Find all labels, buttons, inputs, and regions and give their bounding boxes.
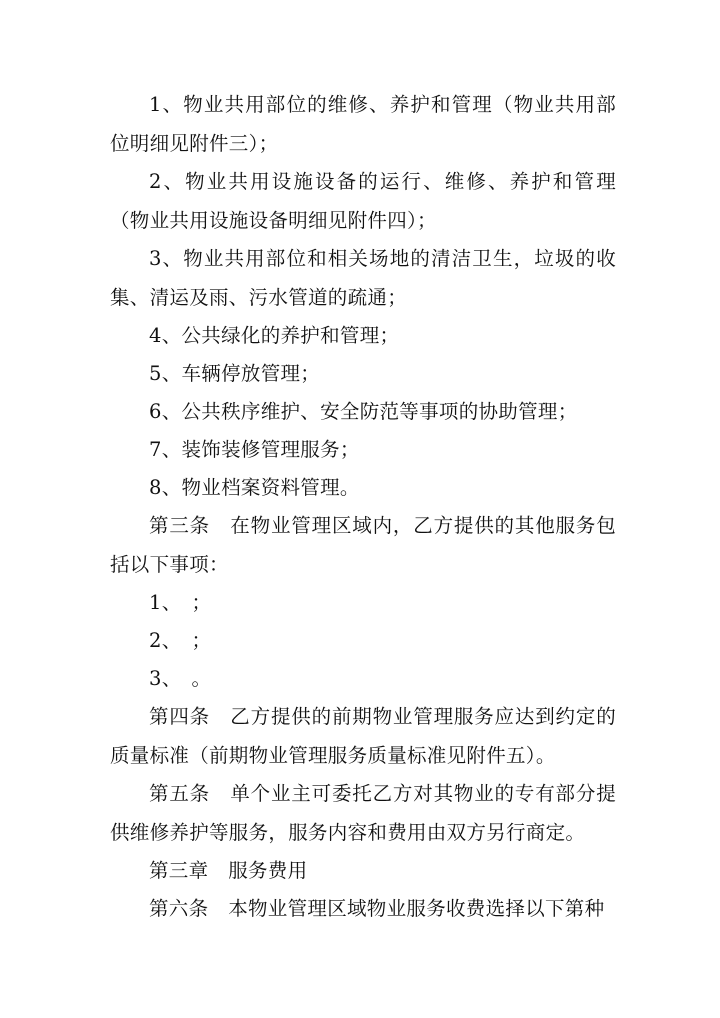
paragraph-item-3: 3、物业共用部位和相关场地的清洁卫生，垃圾的收集、清运及雨、污水管道的疏通； bbox=[110, 247, 616, 309]
paragraph-item-2: 2、物业共用设施设备的运行、维修、养护和管理（物业共用设施设备明细见附件四）； bbox=[110, 170, 616, 232]
paragraph-item-8: 8、物业档案资料管理。 bbox=[149, 476, 360, 499]
paragraph-item-1: 1、物业共用部位的维修、养护和管理（物业共用部位明细见附件三）； bbox=[110, 93, 616, 155]
other-service-2: 2、 ； bbox=[149, 629, 212, 652]
paragraph-item-4: 4、公共绿化的养护和管理； bbox=[149, 324, 400, 347]
paragraph-item-7: 7、装饰装修管理服务； bbox=[149, 438, 360, 461]
paragraph-item-6: 6、公共秩序维护、安全防范等事项的协助管理； bbox=[149, 400, 578, 423]
article-5: 第五条 单个业主可委托乙方对其物业的专有部分提供维修养护等服务，服务内容和费用由双方另行商定。 bbox=[110, 782, 616, 844]
other-service-1: 1、 ； bbox=[149, 591, 212, 614]
article-3: 第三条 在物业管理区域内，乙方提供的其他服务包括以下事项： bbox=[110, 514, 616, 576]
article-6: 第六条 本物业管理区域物业服务收费选择以下第种 bbox=[149, 897, 605, 920]
article-4: 第四条 乙方提供的前期物业管理服务应达到约定的质量标准（前期物业管理服务质量标准见附件五）。 bbox=[110, 705, 616, 767]
paragraph-item-5: 5、车辆停放管理； bbox=[149, 362, 321, 385]
other-service-3: 3、 。 bbox=[149, 667, 212, 690]
chapter-3-heading: 第三章 服务费用 bbox=[149, 859, 308, 882]
